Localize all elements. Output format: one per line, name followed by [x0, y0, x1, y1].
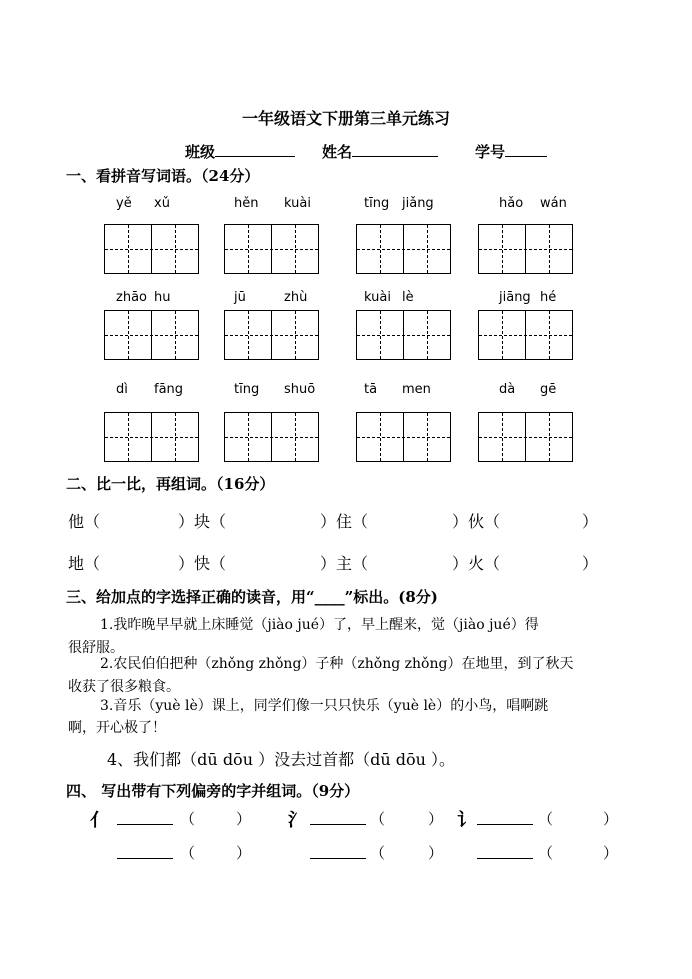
name-label: 姓名 [322, 143, 353, 161]
paren-open: （ [180, 810, 196, 828]
character-blank[interactable] [117, 844, 173, 859]
s3-line-2: 很舒服。 [68, 640, 124, 656]
number-blank[interactable] [505, 141, 547, 157]
s3-line-1: 1.我昨晚早早就上床睡觉（jiào jué）了，早上醒来，觉（jiào jué）得 [100, 617, 539, 633]
paren-open: （ [538, 844, 554, 862]
writing-grid-box[interactable] [478, 310, 573, 360]
paren-open: （ [370, 810, 386, 828]
character-blank[interactable] [310, 810, 366, 825]
s3-line-4: 收获了很多粮食。 [68, 679, 180, 695]
section2-heading: 二、比一比，再组词。（16分） [66, 475, 275, 493]
pinyin-syllable: hěn [234, 196, 259, 211]
writing-grid-box[interactable] [224, 412, 319, 462]
pinyin-syllable: xǔ [154, 196, 170, 211]
pinyin-syllable: tīng [234, 382, 260, 397]
name-blank[interactable] [352, 141, 438, 157]
radical-2: 氵 [288, 810, 306, 831]
compare-item: ） [582, 554, 599, 573]
class-blank[interactable] [215, 141, 295, 157]
pinyin-syllable: fāng [154, 382, 184, 397]
paren-close: ） [603, 810, 619, 828]
pinyin-syllable: lè [402, 290, 414, 305]
pinyin-syllable: dì [116, 382, 128, 397]
paren-close: ） [603, 844, 619, 862]
paren-close: ） [428, 844, 444, 862]
s3-line-6: 啊，开心极了！ [68, 720, 166, 736]
pinyin-syllable: shuō [284, 382, 316, 397]
pinyin-syllable: jiāng [499, 290, 531, 305]
pinyin-syllable: kuài [284, 196, 311, 211]
compare-item: ）块（ [178, 512, 227, 531]
pinyin-syllable: wán [540, 196, 567, 211]
writing-grid-box[interactable] [104, 310, 199, 360]
class-label: 班级 [185, 143, 216, 161]
name-field [322, 141, 438, 162]
pinyin-syllable: hé [540, 290, 557, 305]
paren-close: ） [236, 844, 252, 862]
section1-heading: 一、看拼音写词语。（24分） [66, 167, 260, 185]
number-label: 学号 [475, 143, 506, 161]
compare-item: ）火（ [452, 554, 501, 573]
pinyin-syllable: jiǎng [402, 196, 434, 211]
writing-grid-box[interactable] [224, 224, 319, 274]
pinyin-syllable: hu [154, 290, 171, 305]
writing-grid-box[interactable] [478, 224, 573, 274]
pinyin-syllable: jū [234, 290, 246, 305]
pinyin-syllable: tīng [364, 196, 390, 211]
paren-open: （ [538, 810, 554, 828]
pinyin-syllable: zhù [284, 290, 308, 305]
character-blank[interactable] [117, 810, 173, 825]
pinyin-syllable: gē [540, 382, 557, 397]
section3-heading: 三、给加点的字选择正确的读音，用“____”标出。(8分) [66, 588, 438, 606]
compare-item: ） [582, 512, 599, 531]
character-blank[interactable] [477, 810, 533, 825]
compare-item: ）快（ [178, 554, 227, 573]
pinyin-syllable: tā [364, 382, 378, 397]
compare-item: ）伙（ [452, 512, 501, 531]
class-field [185, 141, 295, 162]
writing-grid-box[interactable] [104, 412, 199, 462]
compare-item: 地（ [68, 554, 101, 573]
character-blank[interactable] [310, 844, 366, 859]
writing-grid-box[interactable] [224, 310, 319, 360]
radical-1: 亻 [90, 810, 108, 831]
pinyin-syllable: men [402, 382, 431, 397]
page-title: 一年级语文下册第三单元练习 [241, 109, 450, 128]
writing-grid-box[interactable] [356, 310, 451, 360]
radical-3: 讠 [457, 810, 475, 831]
writing-grid-box[interactable] [478, 412, 573, 462]
writing-grid-box[interactable] [356, 224, 451, 274]
pinyin-syllable: dà [499, 382, 516, 397]
paren-open: （ [180, 844, 196, 862]
pinyin-syllable: kuài [364, 290, 391, 305]
writing-grid-box[interactable] [104, 224, 199, 274]
pinyin-syllable: hǎo [499, 196, 524, 211]
s3-line-7: 4、我们都（dū dōu ）没去过首都（dū dōu ）。 [107, 750, 455, 769]
writing-grid-box[interactable] [356, 412, 451, 462]
paren-close: ） [428, 810, 444, 828]
s3-line-3: 2.农民伯伯把种（zhǒng zhǒng）子种（zhǒng zhǒng）在地里，到了秋天 [100, 656, 574, 672]
s3-line-5: 3.音乐（yuè lè）课上，同学们像一只只快乐（yuè lè）的小鸟，唱啊跳 [100, 698, 549, 714]
paren-open: （ [370, 844, 386, 862]
character-blank[interactable] [477, 844, 533, 859]
paren-close: ） [236, 810, 252, 828]
compare-item: ）住（ [320, 512, 369, 531]
number-field [475, 141, 547, 162]
pinyin-syllable: zhāo [116, 290, 147, 305]
pinyin-syllable: yě [116, 196, 132, 211]
compare-item: ）主（ [320, 554, 369, 573]
section4-heading: 四、 写出带有下列偏旁的字并组词。（9分） [66, 782, 360, 800]
compare-item: 他（ [68, 512, 101, 531]
